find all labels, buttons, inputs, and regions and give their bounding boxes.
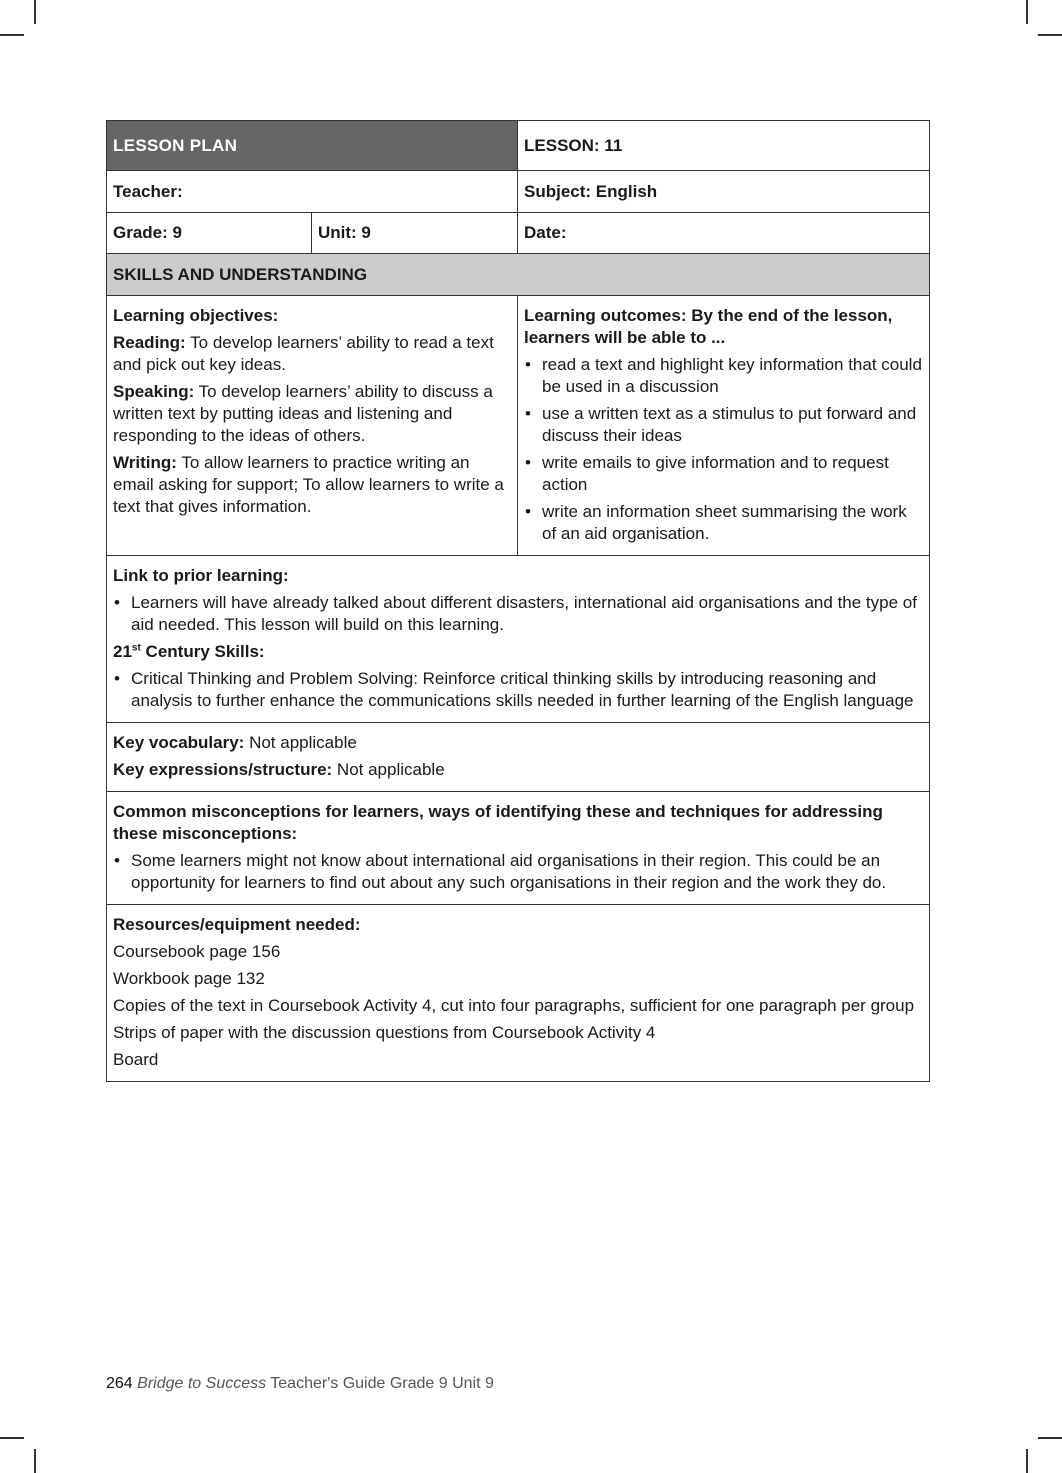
resources-heading: Resources/equipment needed: [113,915,361,934]
outcomes-heading: Learning outcomes: By the end of the lesson, learners will be able to ... [524,306,893,347]
resource-item: Board [113,1050,159,1069]
misconceptions-heading: Common misconceptions for learners, ways of identifying these and techniques for addressing these misconceptions: [113,802,883,843]
outcomes-list [524,354,923,545]
objective-reading: Reading: To develop learners’ ability to read a text and pick out key ideas. [113,333,494,374]
misconceptions-cell [107,792,930,905]
resource-item: Workbook page 132 [113,969,265,988]
crop-mark [34,1449,36,1473]
subject-field: Subject: English [518,171,930,213]
page-footer [106,1375,494,1393]
resource-item: Coursebook page 156 [113,942,281,961]
crop-mark [34,0,36,24]
list-item: • use a written text as a stimulus to put forward and discuss their ideas [524,403,923,447]
resource-item: Strips of paper with the discussion questions from Coursebook Activity 4 [113,1023,656,1042]
footer-text: Teacher's Guide Grade 9 Unit 9 [266,1375,494,1392]
unit-field: Unit: 9 [312,213,518,254]
objective-speaking: Speaking: To develop learners’ ability to discuss a written text by putting ideas and listening and responding to the ideas of others. [113,382,493,445]
lesson-number: LESSON: 11 [518,121,930,171]
crop-mark [1038,1437,1062,1439]
page-number: 264 [106,1375,133,1392]
lesson-plan-title: LESSON PLAN [107,121,518,171]
list-item: • Learners will have already talked about different disasters, international aid organisations and the type of aid needed. This lesson will build on this learning. [113,592,923,636]
grade-field: Grade: 9 [107,213,312,254]
prior-learning-cell [107,556,930,723]
lesson-plan-table [106,120,930,1082]
crop-mark [1038,34,1062,36]
learning-outcomes-cell [518,296,930,556]
list-item: • read a text and highlight key information that could be used in a discussion [524,354,923,398]
list-item: • Critical Thinking and Problem Solving: Reinforce critical thinking skills by introducing reasoning and analysis to further enhance the communications skills needed in further learning of the English language [113,668,923,712]
objective-writing: Writing: To allow learners to practice writing an email asking for support; To allow learners to write a text that gives information. [113,453,504,516]
crop-mark [1026,1449,1028,1473]
learning-objectives-cell [107,296,518,556]
list-item: • write an information sheet summarising the work of an aid organisation. [524,501,923,545]
crop-mark [0,34,24,36]
crop-mark [1026,0,1028,24]
objectives-heading: Learning objectives: [113,306,279,325]
resources-cell [107,905,930,1082]
key-expressions: Key expressions/structure: Not applicable [113,760,445,779]
skills-section-heading: SKILLS AND UNDERSTANDING [107,254,930,296]
resource-item: Copies of the text in Coursebook Activity 4, cut into four paragraphs, sufficient for one paragraph per group [113,996,915,1015]
date-field: Date: [518,213,930,254]
century-skills-list [113,668,923,712]
teacher-field: Teacher: [107,171,518,213]
crop-mark [0,1437,24,1439]
key-vocabulary: Key vocabulary: Not applicable [113,733,357,752]
list-item: • Some learners might not know about international aid organisations in their region. This could be an opportunity for learners to find out about any such organisations in their region and the work they do. [113,850,923,894]
century-skills-heading: 21st Century Skills: [113,642,265,661]
vocabulary-cell [107,723,930,792]
prior-learning-heading: Link to prior learning: [113,566,289,585]
misconceptions-list [113,850,923,894]
list-item: • write emails to give information and to request action [524,452,923,496]
prior-learning-list [113,592,923,636]
book-title: Bridge to Success [137,1375,267,1392]
